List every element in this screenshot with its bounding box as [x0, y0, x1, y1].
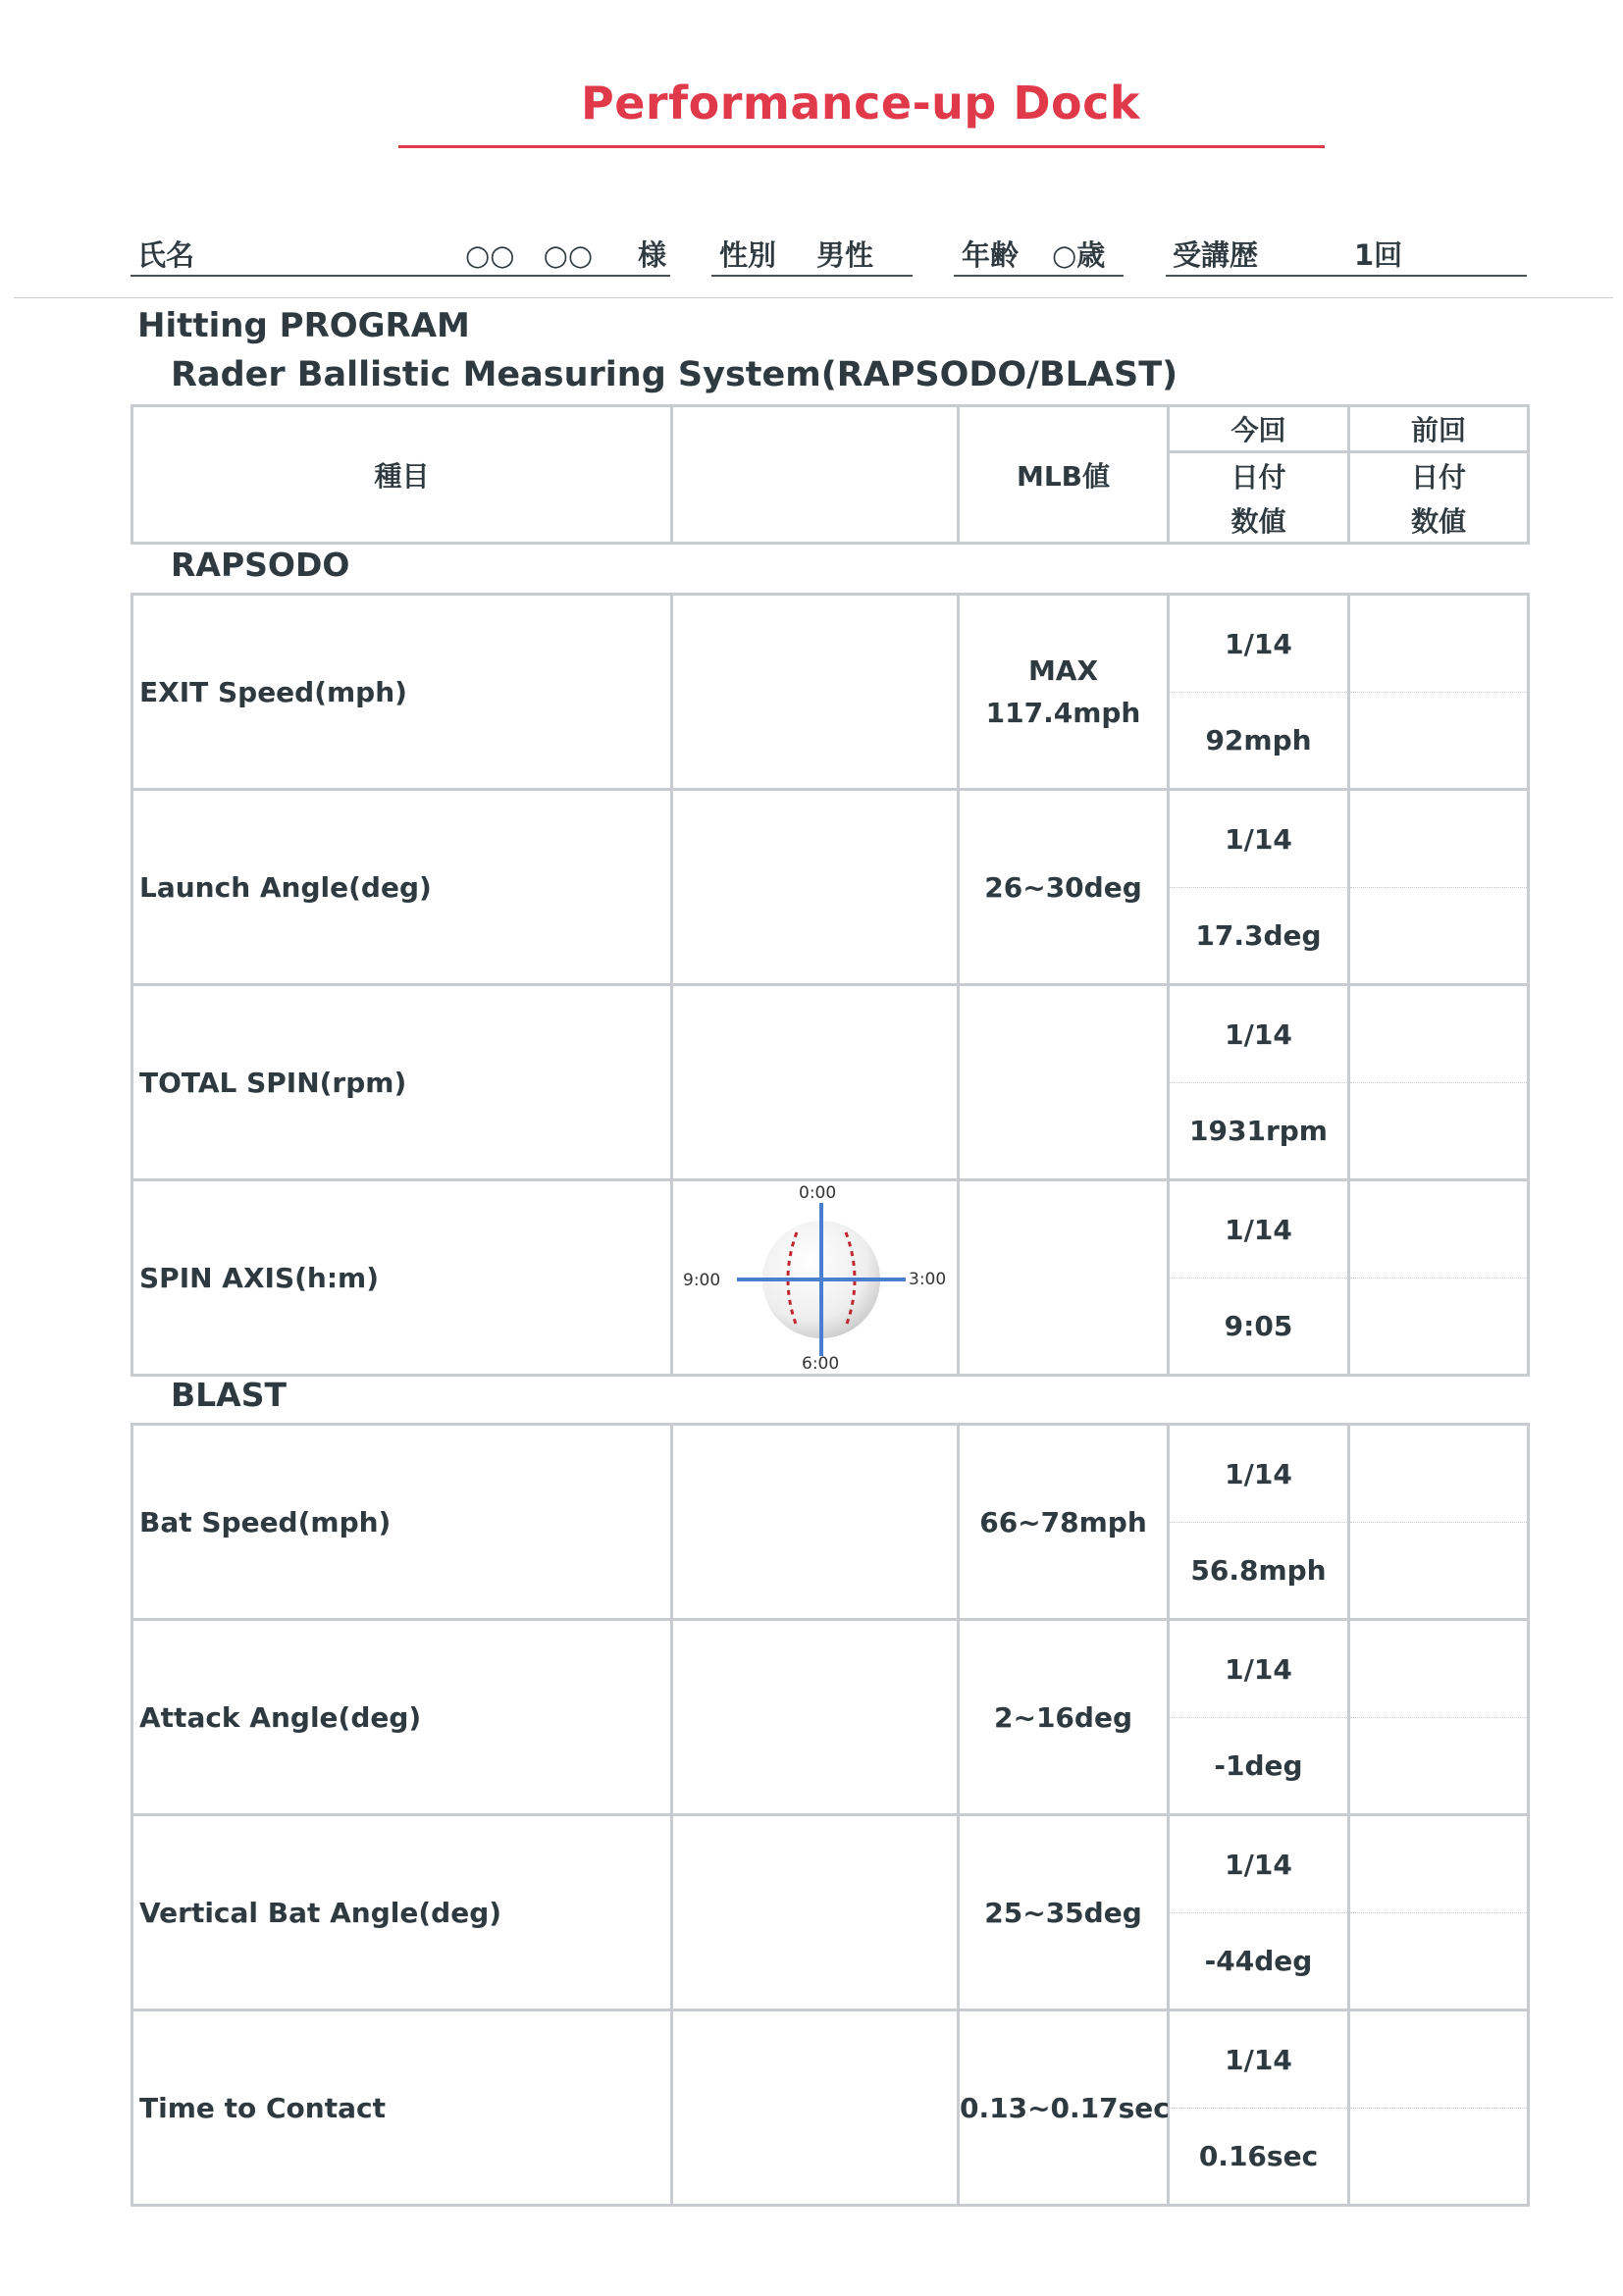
mlb-line1: MAX — [1027, 654, 1099, 687]
table-row — [132, 1425, 1529, 1523]
table-row — [132, 1180, 1529, 1278]
row-date: 1/14 — [1169, 1425, 1349, 1523]
name-underline — [131, 275, 670, 277]
row-prev-value — [1349, 1718, 1529, 1815]
row-blank — [672, 790, 959, 985]
page-divider — [14, 297, 1613, 298]
spin-axis-diagram — [673, 1181, 957, 1374]
axis-left-label: 9:00 — [683, 1271, 721, 1290]
row-value: 9:05 — [1169, 1278, 1349, 1376]
gender-label: 性別 — [719, 238, 777, 272]
row-prev-date — [1349, 595, 1529, 693]
age-underline — [954, 275, 1124, 277]
row-prev-value — [1349, 2109, 1529, 2206]
row-label: Time to Contact — [132, 2010, 672, 2206]
row-prev-value — [1349, 1278, 1529, 1376]
header-blank — [672, 406, 959, 544]
row-prev-value — [1349, 888, 1529, 985]
row-label: TOTAL SPIN(rpm) — [132, 985, 672, 1180]
row-label: Launch Angle(deg) — [132, 790, 672, 985]
spin-axis-cell — [672, 1180, 959, 1376]
program-title: Hitting PROGRAM — [137, 306, 470, 345]
header-previous: 前回 — [1349, 406, 1529, 452]
name-value: ○○ ○○ — [465, 238, 594, 272]
table-row — [132, 790, 1529, 888]
row-prev-date — [1349, 790, 1529, 888]
age-label: 年齢 — [962, 238, 1020, 272]
row-date: 1/14 — [1169, 1815, 1349, 1913]
axis-bottom-label: 6:00 — [802, 1354, 840, 1374]
row-prev-date — [1349, 985, 1529, 1083]
row-value: 56.8mph — [1169, 1523, 1349, 1620]
gender-underline — [711, 275, 913, 277]
section-blast: BLAST — [171, 1376, 287, 1414]
row-mlb: 0.13~0.17sec — [959, 2010, 1169, 2206]
row-prev-value — [1349, 693, 1529, 790]
row-blank — [672, 2010, 959, 2206]
history-label: 受講歴 — [1173, 238, 1259, 272]
history-underline — [1166, 275, 1527, 277]
rapsodo-table — [131, 593, 1530, 1377]
row-blank — [672, 1815, 959, 2010]
row-prev-date — [1349, 1815, 1529, 1913]
row-label: Bat Speed(mph) — [132, 1425, 672, 1620]
row-blank — [672, 1425, 959, 1620]
row-mlb: 25~35deg — [959, 1815, 1169, 2010]
row-mlb: 66~78mph — [959, 1425, 1169, 1620]
row-prev-value — [1349, 1913, 1529, 2010]
name-label: 氏名 — [137, 238, 195, 272]
header-table — [131, 404, 1530, 545]
document-title: Performance-up Dock — [580, 77, 1140, 130]
row-blank — [672, 595, 959, 790]
table-row — [132, 985, 1529, 1083]
header-mlb: MLB値 — [959, 406, 1169, 544]
row-date: 1/14 — [1169, 790, 1349, 888]
row-date: 1/14 — [1169, 2010, 1349, 2109]
header-current-date: 日付 — [1169, 452, 1349, 498]
mlb-line2: 117.4mph — [985, 697, 1141, 729]
header-previous-date: 日付 — [1349, 452, 1529, 498]
table-row — [132, 1815, 1529, 1913]
table-row — [132, 2010, 1529, 2109]
row-prev-value — [1349, 1083, 1529, 1180]
row-value: 17.3deg — [1169, 888, 1349, 985]
row-date: 1/14 — [1169, 985, 1349, 1083]
row-label: Attack Angle(deg) — [132, 1620, 672, 1815]
system-title: Rader Ballistic Measuring System(RAPSODO/BLAST) — [171, 355, 1178, 394]
row-mlb — [959, 1180, 1169, 1376]
row-prev-value — [1349, 1523, 1529, 1620]
row-value: -44deg — [1169, 1913, 1349, 2010]
axis-right-label: 3:00 — [909, 1270, 947, 1289]
section-rapsodo: RAPSODO — [171, 546, 350, 584]
blast-table — [131, 1423, 1530, 2207]
row-mlb: 2~16deg — [959, 1620, 1169, 1815]
row-mlb: 26~30deg — [959, 790, 1169, 985]
header-current-value: 数値 — [1169, 498, 1349, 544]
header-item: 種目 — [132, 406, 672, 544]
row-label: EXIT Speed(mph) — [132, 595, 672, 790]
row-prev-date — [1349, 1180, 1529, 1278]
age-value: ○歳 — [1052, 238, 1106, 272]
row-value: 0.16sec — [1169, 2109, 1349, 2206]
row-blank — [672, 1620, 959, 1815]
honorific: 様 — [638, 238, 667, 272]
row-blank — [672, 985, 959, 1180]
row-prev-date — [1349, 1425, 1529, 1523]
row-date: 1/14 — [1169, 595, 1349, 693]
row-mlb — [959, 985, 1169, 1180]
row-value: -1deg — [1169, 1718, 1349, 1815]
row-prev-date — [1349, 1620, 1529, 1718]
table-row — [132, 1620, 1529, 1718]
header-previous-value: 数値 — [1349, 498, 1529, 544]
table-row — [132, 595, 1529, 693]
gender-value: 男性 — [816, 238, 874, 272]
row-date: 1/14 — [1169, 1180, 1349, 1278]
row-mlb — [959, 595, 1169, 790]
row-label: SPIN AXIS(h:m) — [132, 1180, 672, 1376]
history-value: 1回 — [1354, 238, 1403, 272]
title-underline — [398, 145, 1325, 148]
row-prev-date — [1349, 2010, 1529, 2109]
row-date: 1/14 — [1169, 1620, 1349, 1718]
row-value: 92mph — [1169, 693, 1349, 790]
row-value: 1931rpm — [1169, 1083, 1349, 1180]
axis-top-label: 0:00 — [799, 1183, 837, 1203]
row-label: Vertical Bat Angle(deg) — [132, 1815, 672, 2010]
header-current: 今回 — [1169, 406, 1349, 452]
